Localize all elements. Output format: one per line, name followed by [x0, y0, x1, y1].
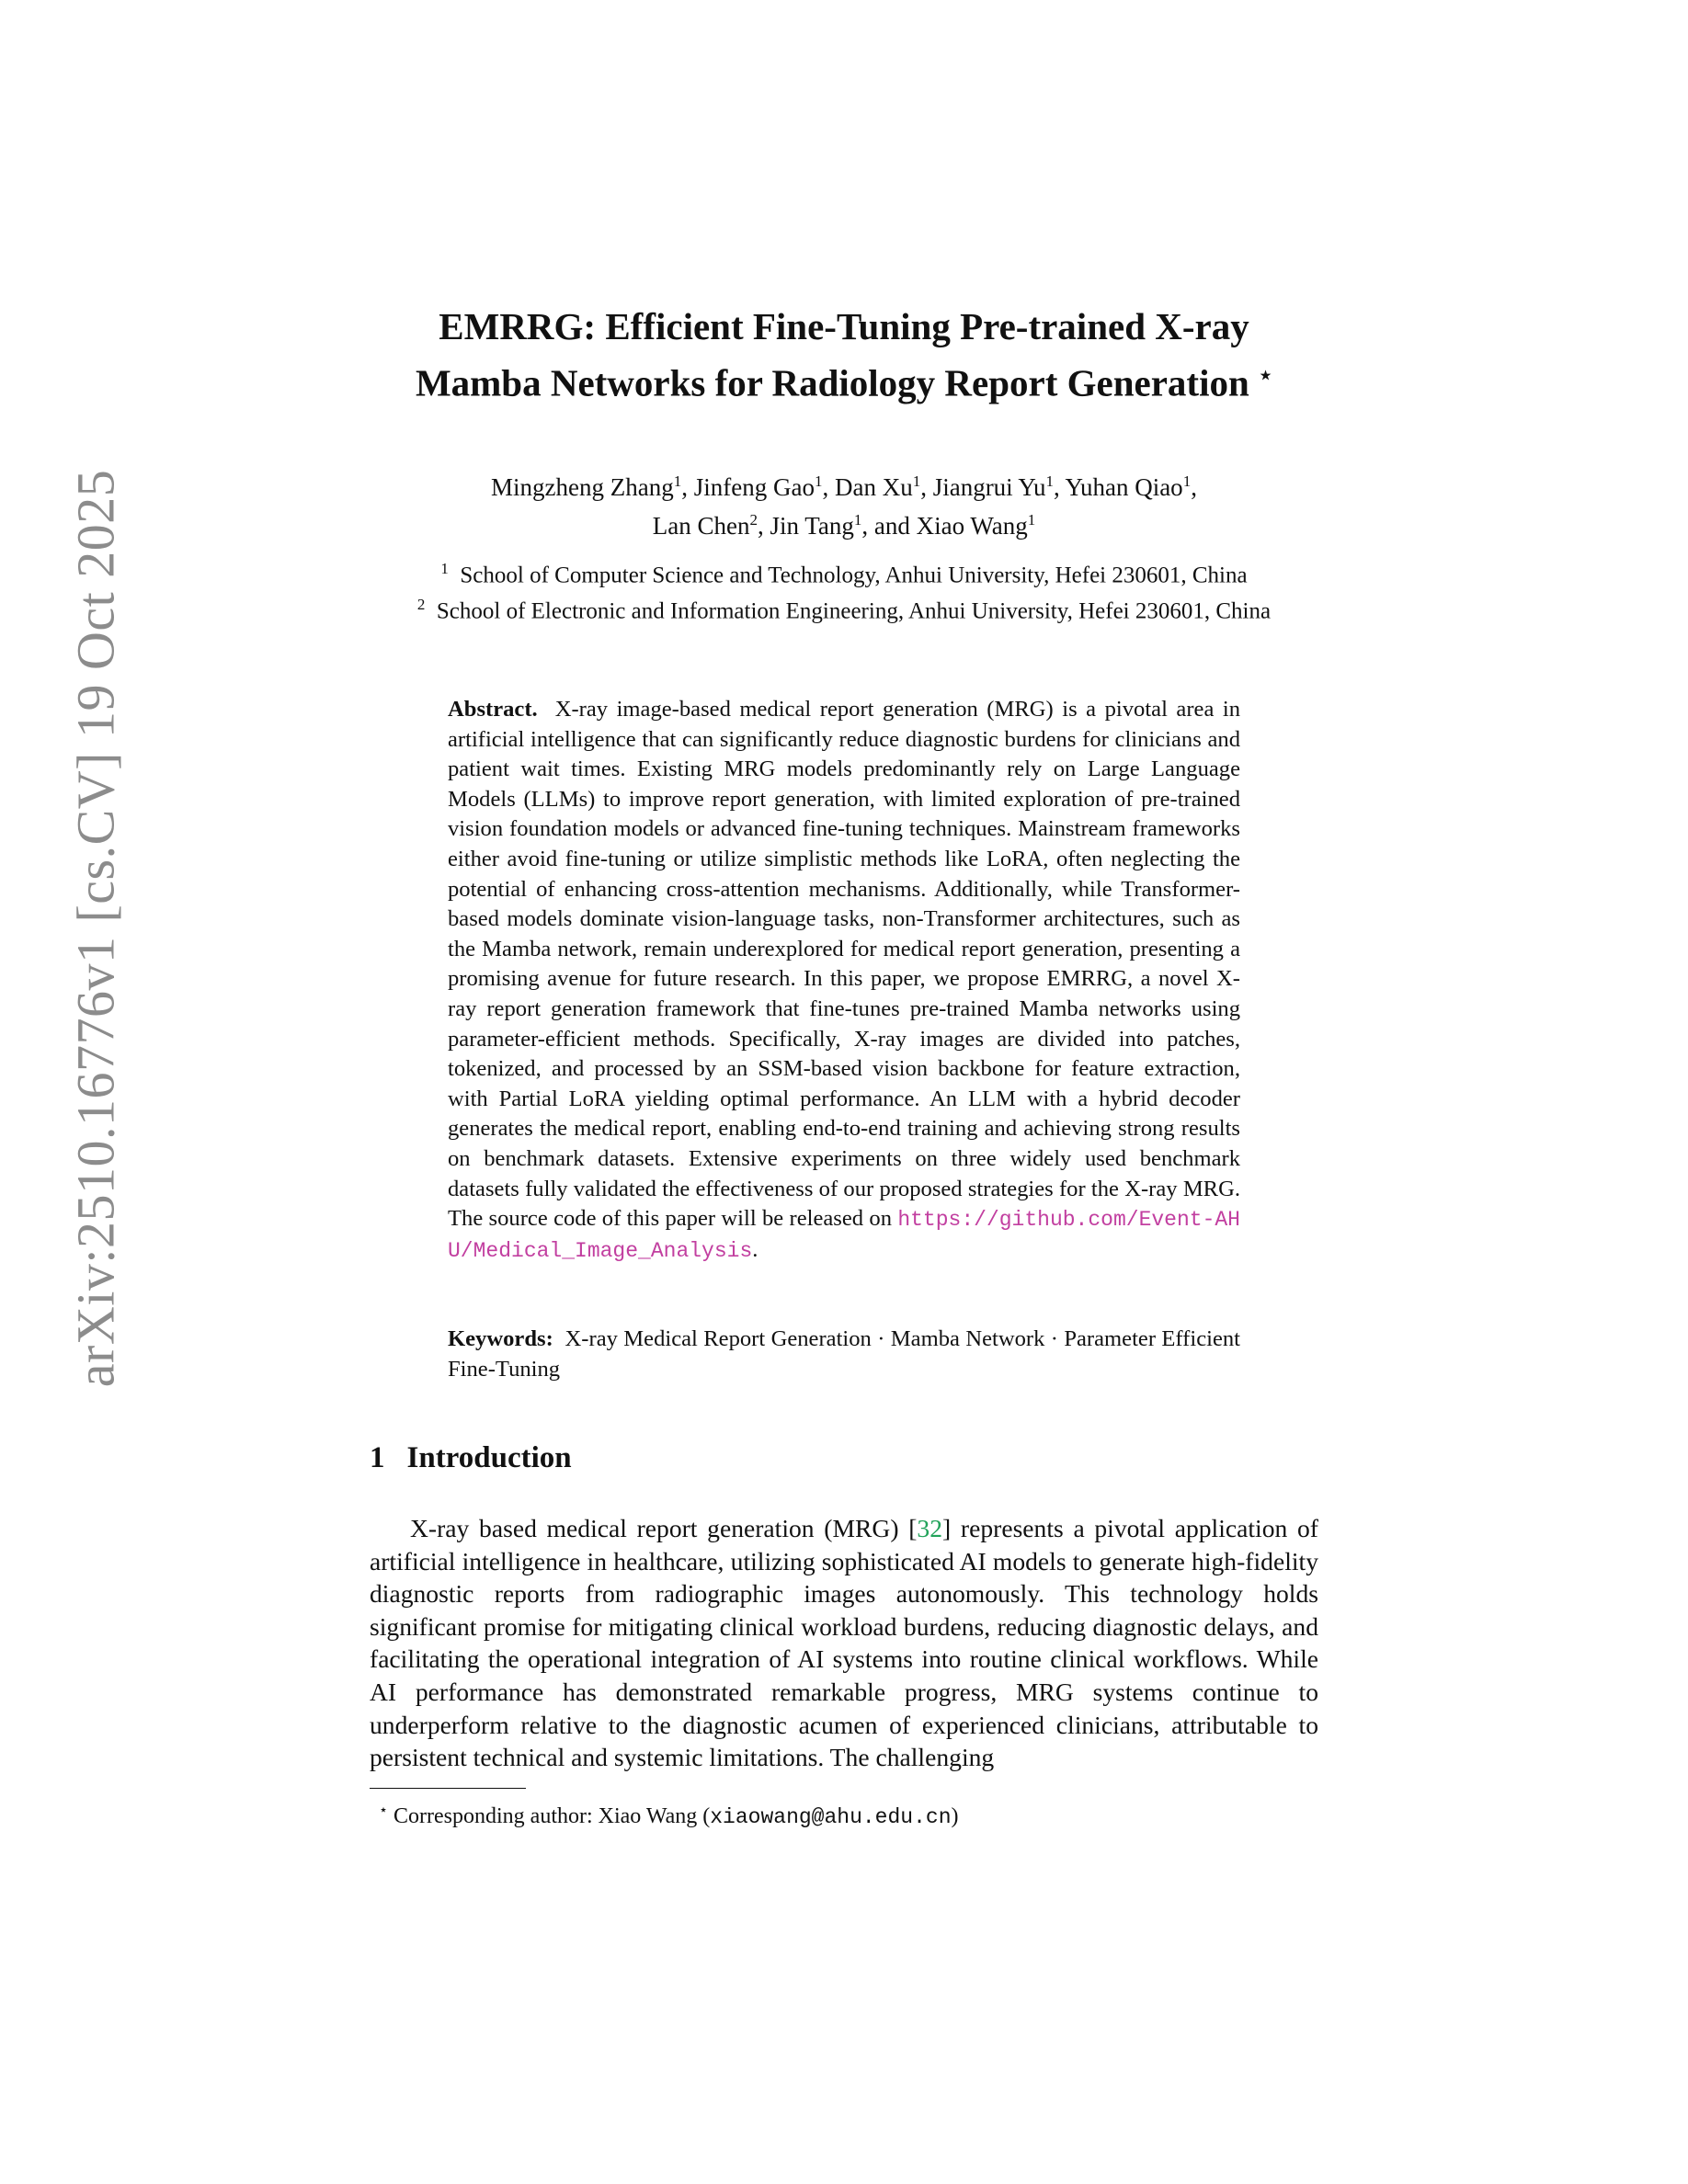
abstract: Abstract. X-ray image-based medical report generation (MRG) is a pivotal area in artificial intelligence that can significantly reduce diagnostic burdens for clinicians and patient wait times. Existing MRG models predominantly rely on Large Language Models (LLMs) to improve report generation, with limited exploration of pre-trained vision foundation models or advanced fine-tuning techniques. Mainstream frameworks either avoid fine-tuning or utilize simplistic methods like LoRA, often neglecting the potential of enhancing cross-attention mechanisms. Additionally, while Transformer-based models dominate vision-language tasks, non-Transformer architectures, such as the Mamba network, remain underexplored for medical report generation, presenting a promising avenue for future research. In this paper, we propose EMRRG, a novel X-ray report generation framework that fine-tunes pre-trained Mamba networks using parameter-efficient methods. Specifically, X-ray images are divided into patches, tokenized, and processed by an SSM-based vision backbone for feature extraction, with Partial LoRA yielding optimal performance. An LLM with a hybrid decoder generates the medical report, enabling end-to-end training and achieving strong results on benchmark datasets. Extensive experiments on three widely used benchmark datasets fully validated the effectiveness of our proposed strategies for the X-ray MRG. The source code of this paper will be released on https://github.com/Event-AHU/Medical_Image_Analysis.	[448, 697, 1241, 1263]
author: Mingzheng Zhang$^1$,	[491, 472, 694, 501]
author: Jin Tang$^1$, and	[770, 511, 917, 540]
author: Lan Chen$^2$,	[652, 511, 770, 540]
affiliation: $^2$ School of Electronic and Information Engineering, Anhui University, Hefei 230601, China	[416, 596, 1272, 624]
abstract-text: X-ray image-based medical report generation (MRG) is a pivotal area in artificial intelligence that can significantly reduce diagnostic burdens for clinicians and patient wait times. Existing MRG models predominantly rely on Large Language Models (LLMs) to improve report generation, with limited exploration of pre-trained vision foundation models or advanced fine-tuning techniques. Mainstream frameworks either avoid fine-tuning or utilize simplistic methods like LoRA, often neglecting the potential of enhancing cross-attention mechanisms. Additionally, while Transformer-based models dominate vision-language tasks, non-Transformer architectures, such as the Mamba network, remain underexplored for medical report generation, presenting a promising avenue for future research. In this paper, we propose EMRRG, a novel X-ray report generation framework that fine-tunes pre-trained Mamba networks using parameter-efficient methods. Specifically, X-ray images are divided into patches, tokenized, and processed by an SSM-based vision backbone for feature extraction, with Partial LoRA yielding optimal performance. An LLM with a hybrid decoder generates the medical report, enabling end-to-end training and achieving strong results on benchmark datasets. Extensive experiments on three widely used benchmark datasets fully validated the effectiveness of our proposed strategies for the X-ray MRG. The source code of this paper will be released on	[448, 697, 1241, 1232]
footnote-mark: ⋆	[379, 1803, 389, 1818]
keywords-label: Keywords:	[448, 1326, 553, 1351]
introduction-paragraph: X-ray based medical report generation (MRG) [32] represents a pivotal application of artificial intelligence in healthcare, utilizing sophisticated AI models to generate high-fidelity diagnostic reports from radiographic images autonomously. This technology holds significant promise for mitigating clinical workload burdens, reducing diagnostic delays, and facilitating the operational integration of AI systems into routine clinical workflows. While AI performance has demonstrated remarkable progress, MRG systems continue to underperform relative to the diagnostic acumen of experienced clinicians, attributable to persistent technical and systemic limitations. The challenging	[370, 1514, 1318, 1772]
author-line-1	[0, 465, 1688, 504]
citation-link[interactable]: 32	[917, 1514, 943, 1542]
author: Yuhan Qiao$^1$,	[1065, 472, 1197, 501]
title-footnote-mark: ⋆	[1259, 364, 1273, 388]
title-line-2: Mamba Networks for Radiology Report Generation ⋆	[415, 361, 1273, 404]
source-code-link[interactable]: https://github.com/Event-AHU/Medical_Image_Analysis	[448, 1208, 1240, 1263]
affiliation: $^1$ School of Computer Science and Technology, Anhui University, Hefei 230601, China	[440, 560, 1248, 588]
arxiv-identifier: arXiv:2510.16776v1 [cs.CV] 19 Oct 2025	[65, 469, 126, 1388]
author: Jiangrui Yu$^1$,	[932, 472, 1066, 501]
footnote: ⋆ Corresponding author: Xiao Wang (xiaowang@ahu.edu.cn)	[379, 1803, 959, 1829]
section-title: Introduction	[406, 1441, 572, 1474]
keywords	[448, 1325, 1240, 1384]
author: Dan Xu$^1$,	[834, 472, 933, 501]
title-line-1: EMRRG: Efficient Fine-Tuning Pre-trained X-ray	[439, 305, 1249, 347]
affiliation-list	[0, 554, 1688, 627]
section-number: 1	[370, 1441, 385, 1474]
keywords-text: X-ray Medical Report Generation · Mamba Network · Parameter Efficient Fine-Tuning	[448, 1326, 1240, 1382]
abstract-label: Abstract.	[448, 697, 538, 722]
footnote-divider	[370, 1788, 526, 1789]
author: Jinfeng Gao$^1$,	[693, 472, 835, 501]
paper-title	[0, 301, 1688, 408]
section-heading	[370, 1441, 572, 1475]
author-line-2	[0, 504, 1688, 542]
author-list	[0, 465, 1688, 542]
author: Xiao Wang$^1$	[916, 511, 1036, 540]
author-email: xiaowang@ahu.edu.cn	[710, 1805, 952, 1829]
